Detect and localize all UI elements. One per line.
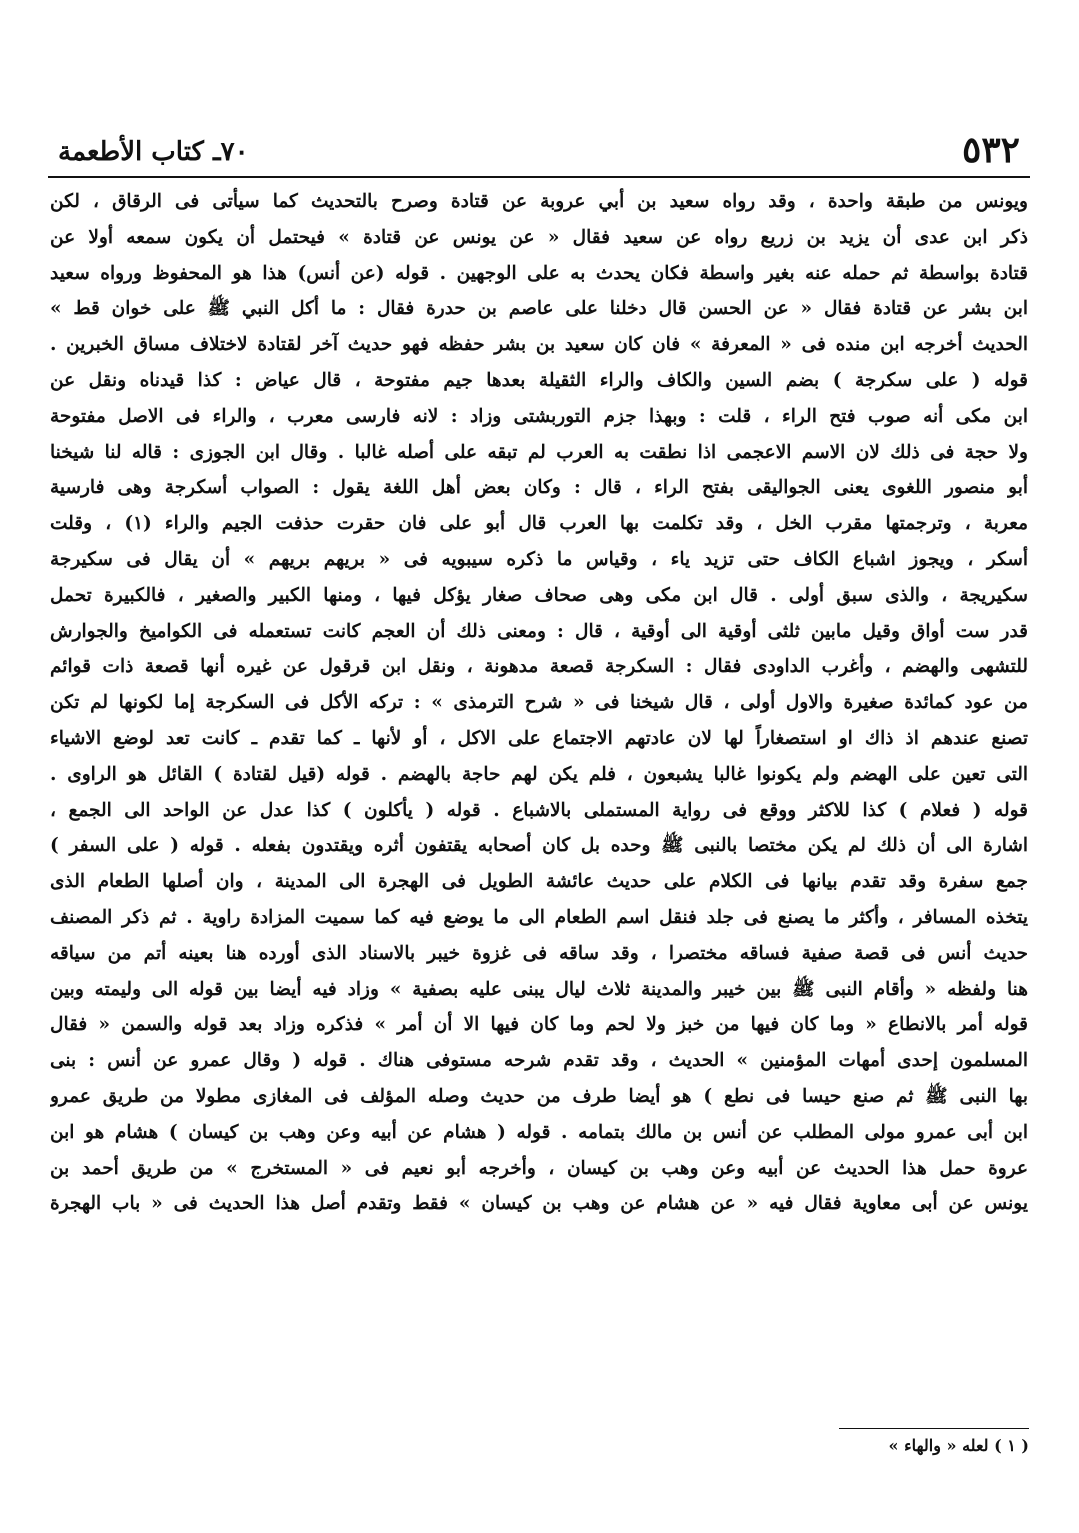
- text-line: ابن مكى أنه صوب فتح الراء ، قلت : وبهذا جزم التوربشتى وزاد : لانه فارسى معرب ، والراء فى الاصل مفتوحة: [50, 405, 1028, 427]
- text-line: للتشهى والهضم ، وأغرب الداودى فقال : السكرجة قصعة مدهونة ، ونقل ابن قرقول عن غيره أنها قصعة ذات قوائم: [50, 656, 1028, 678]
- body-text: [50, 184, 1028, 1222]
- text-line: التى تعين على الهضم ولم يكونوا غالبا يشبعون ، فلم يكن لهم حاجة بالهضم . قوله (قيل لقتادة ) القائل هو الراوى .: [50, 763, 1028, 785]
- text-line: ويونس من طبقة واحدة ، وقد رواه سعيد بن أبي عروبة عن قتادة وصرح بالتحديث كما سيأتى فى الرقاق ، لكن: [50, 191, 1028, 212]
- text-line: ذكر ابن عدى أن يزيد بن زريع رواه عن سعيد فقال « عن يونس عن قتادة » فيحتمل أن يكون سمعه أولا عن: [50, 226, 1028, 248]
- running-title: ٧٠ـ كتاب الأطعمة: [58, 137, 249, 167]
- text-line: الحديث أخرجه ابن منده فى « المعرفة » فان كان سعيد بن بشر حفظه فهو حديث آخر لقتادة لاختلاف مساق الخبرين .: [50, 334, 1028, 356]
- text-line: ابن بشر عن قتادة فقال « عن الحسن قال دخلنا على عاصم بن حدرة فقال : ما أكل النبي ﷺ على خوان قط »: [50, 298, 1028, 320]
- text-line: قدر ست أواق وقيل مابين ثلثى أوقية الى أوقية ، قال : ومعنى ذلك أن العجم كانت تستعمله فى الكواميخ والجوارش: [50, 620, 1028, 642]
- footnote-rule: [839, 1428, 1029, 1429]
- page-header: [48, 128, 1030, 172]
- text-line: قتادة بواسطة ثم حمله عنه بغير واسطة فكان يحدث به على الوجهين . قوله (عن أنس) هذا هو المحفوظ ورواه سعيد: [50, 262, 1028, 284]
- text-line: من عود كمائدة صغيرة والاول أولى ، قال شيخنا فى « شرح الترمذى » : تركه الأكل فى السكرجة إما لكونها لم تكن: [50, 692, 1028, 714]
- text-line: المسلمون إحدى أمهات المؤمنين » الحديث ، وقد تقدم شرحه مستوفى هناك . قوله ( وقال عمرو عن أنس : بنى: [50, 1050, 1028, 1072]
- text-line: أسكر ، ويجوز اشباع الكاف حتى تزيد ياء ، وقياس ما ذكره سيبويه فى « بريهم بريهم » أن يقال فى سكيرجة: [50, 548, 1028, 570]
- text-line: سكيريجة ، والذى سبق أولى . قال ابن مكى وهى صحاف صغار يؤكل فيها ، ومنها الكبير والصغير ، فالكبيرة تحمل: [50, 584, 1028, 606]
- footnote: ( ١ ) لعله « والهاء »: [888, 1436, 1029, 1455]
- text-line: أبو منصور اللغوى يعنى الجواليقى بفتح الراء ، قال : وكان بعض أهل اللغة يقول : الصواب أسكرجة وهى فارسية: [50, 477, 1028, 499]
- text-line: بها النبى ﷺ ثم صنع حيسا فى نطع ) هو أيضا طرف من حديث وصله المؤلف فى المغازى مطولا من طريق عمرو: [50, 1085, 1028, 1107]
- text-line: جمع سفرة وقد تقدم بيانها فى الكلام على حديث عائشة الطويل فى الهجرة الى المدينة ، وان أصلها الطعام الذى: [50, 871, 1028, 893]
- page-number: ٥٣٢: [961, 129, 1020, 171]
- text-line: هنا ولفظه « وأقام النبى ﷺ بين خيبر والمدينة ثلاث ليال يبنى عليه بصفية » وزاد فيه أيضا بين قوله الى وليمته وبين: [50, 978, 1028, 1000]
- text-line: قوله ( فعلام ) كذا للاكثر ووقع فى رواية المستملى بالاشباع . قوله ( يأكلون ) كذا عدل عن الواحد الى الجمع ،: [50, 799, 1028, 821]
- text-line: ابن أبى عمرو مولى المطلب عن أنس بن مالك بتمامه . قوله ( هشام عن أبيه وعن وهب بن كيسان ) هشام هو ابن: [50, 1121, 1028, 1143]
- text-line: حديث أنس فى قصة صفية فساقه مختصرا ، وقد ساقه فى غزوة خيبر بالاسناد الذى أورده هنا بعينه أتم من سياقه: [50, 942, 1028, 964]
- text-line: قوله أمر بالانطاع « وما كان فيها من خبز ولا لحم وما كان فيها الا أن أمر » فذكره وزاد بعد قوله والسمن « فقال: [50, 1014, 1028, 1036]
- header-rule: [48, 176, 1030, 178]
- text-line: تصنع عندهم اذ ذاك او استصغاراً لها لان عادتهم الاجتماع على الاكل ، أو لأنها ـ كما تقدم ـ كانت تعد لوضع الاشياء: [50, 727, 1028, 749]
- text-line: قوله ( على سكرجة ) بضم السين والكاف والراء الثقيلة بعدها جيم مفتوحة ، قال عياض : كذا قيدناه ونقل عن: [50, 369, 1028, 391]
- text-line: يونس عن أبى معاوية فقال فيه « عن هشام عن وهب بن كيسان » فقط وتقدم أصل هذا الحديث فى « باب الهجرة: [50, 1193, 1028, 1215]
- text-line: يتخذه المسافر ، وأكثر ما يصنع فى جلد فنقل اسم الطعام الى ما يوضع فيه كما سميت المزادة راوية . ثم ذكر المصنف: [50, 906, 1028, 928]
- text-line: عروة حمل هذا الحديث عن أبيه وعن وهب بن كيسان ، وأخرجه أبو نعيم فى « المستخرج » من طريق أحمد بن: [50, 1157, 1028, 1179]
- text-line: اشارة الى أن ذلك لم يكن مختصا بالنبى ﷺ وحده بل كان أصحابه يقتفون أثره ويقتدون بفعله . قوله ( على السفر ): [50, 835, 1028, 857]
- text-line: ولا حجة فى ذلك لان الاسم الاعجمى اذا نطقت به العرب لم تبقه على أصله غالبا . وقال ابن الجوزى : قاله لنا شيخنا: [50, 441, 1028, 463]
- text-line: معربة ، وترجمتها مقرب الخل ، وقد تكلمت بها العرب قال أبو على فان حقرت حذفت الجيم والراء (١) ، وقلت: [50, 513, 1028, 535]
